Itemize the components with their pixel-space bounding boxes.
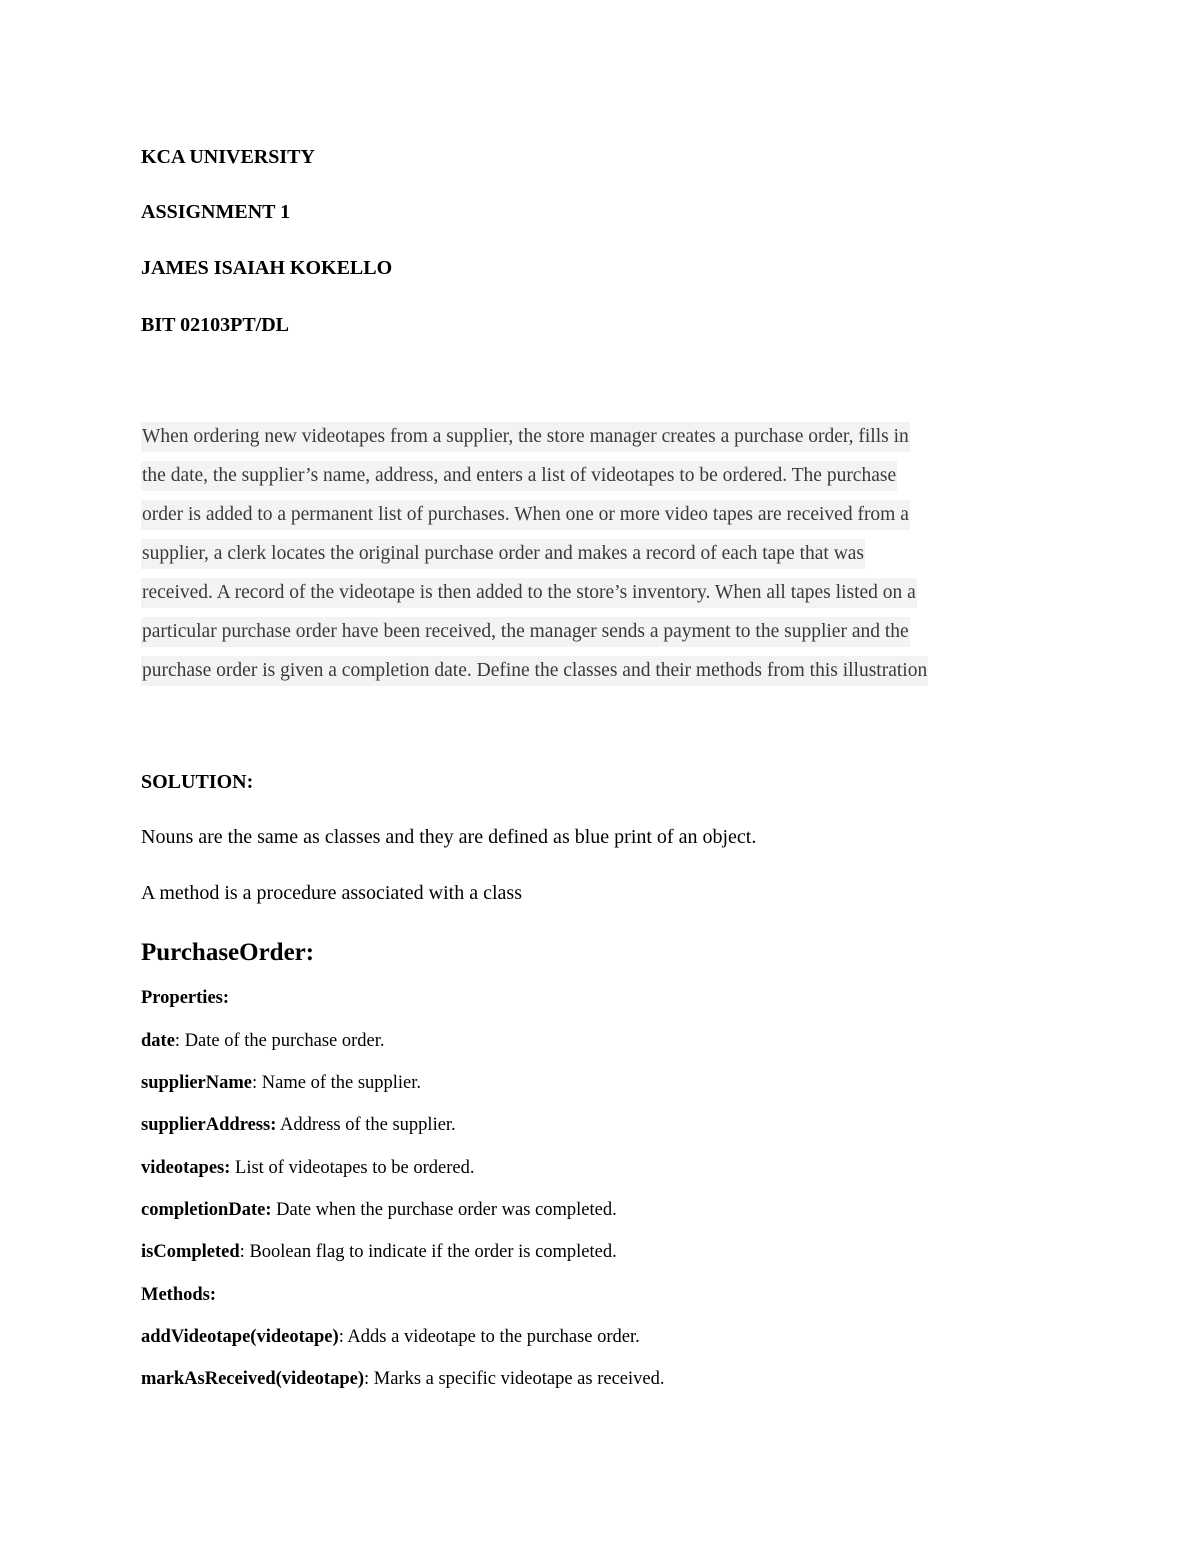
class-title: PurchaseOrder: [141,939,315,966]
property-name: isCompleted [141,1242,240,1262]
property-description: Name of the supplier. [257,1073,422,1093]
property-description: Date of the purchase order. [180,1031,385,1051]
property-name: supplierAddress: [141,1115,277,1135]
property-item [141,1199,617,1221]
method-item: addVideotape(videotape): Adds a videotape to the purchase order. [141,1327,640,1347]
property-item [141,1114,456,1136]
question-paragraph [141,422,1061,695]
properties-heading: Properties: [141,988,230,1008]
property-name: supplierName [141,1073,252,1093]
method-definition: A method is a procedure associated with a class [141,882,522,904]
method-description: Adds a videotape to the purchase order. [343,1327,640,1347]
method-name: addVideotape(videotape) [141,1327,339,1347]
methods-heading: Methods: [141,1285,217,1305]
student-id: BIT 02103PT/DL [141,314,289,336]
question-line: the date, the supplier’s name, address, and enters a list of videotapes to be ordered. The purchase [141,461,1061,500]
question-line: received. A record of the videotape is then added to the store’s inventory. When all tapes listed on a [141,578,1061,617]
student-name: JAMES ISAIAH KOKELLO [141,257,393,279]
property-description: List of videotapes to be ordered. [230,1158,475,1178]
property-description: Boolean flag to indicate if the order is completed. [244,1242,617,1262]
assignment-title: ASSIGNMENT 1 [141,201,291,223]
method-item: markAsReceived(videotape): Marks a specific videotape as received. [141,1369,665,1389]
property-name: date [141,1031,175,1051]
method-description: Marks a specific videotape as received. [369,1369,665,1389]
solution-heading: SOLUTION: [141,771,254,793]
property-description: Address of the supplier. [276,1115,456,1135]
property-item: isCompleted: Boolean flag to indicate if the order is completed. [141,1242,617,1262]
question-line: supplier, a clerk locates the original purchase order and makes a record of each tape that was [141,539,1061,578]
question-line: particular purchase order have been received, the manager sends a payment to the supplier and the [141,617,1061,656]
question-line: order is added to a permanent list of purchases. When one or more video tapes are received from a [141,500,1061,539]
property-name: completionDate: [141,1200,272,1220]
property-item [141,1157,474,1179]
nouns-definition: Nouns are the same as classes and they are defined as blue print of an object. [141,826,757,848]
property-item: supplierName: Name of the supplier. [141,1073,422,1093]
property-item: date: Date of the purchase order. [141,1031,385,1051]
question-line: When ordering new videotapes from a supplier, the store manager creates a purchase order, fills in [141,422,1061,461]
property-name: videotapes: [141,1158,231,1178]
question-line: purchase order is given a completion date. Define the classes and their methods from this illustration [141,656,1061,695]
method-name: markAsReceived(videotape) [141,1369,364,1389]
property-description: Date when the purchase order was completed. [271,1200,617,1220]
university-name: KCA UNIVERSITY [141,146,315,168]
